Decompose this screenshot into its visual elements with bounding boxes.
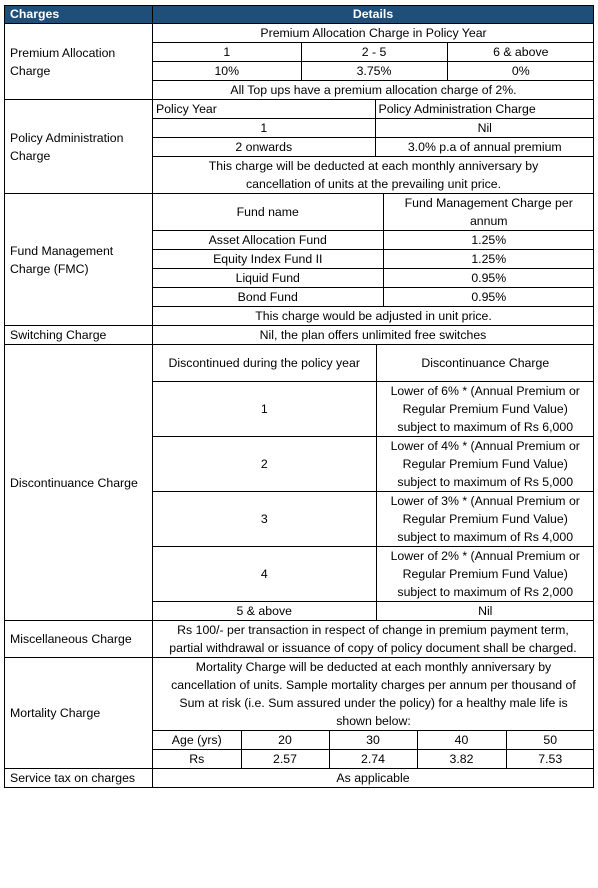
disc-charge-5: Nil	[376, 602, 594, 621]
switching-label: Switching Charge	[5, 326, 153, 345]
pa-row2-year: 2 onwards	[153, 138, 375, 157]
disc-year-1: 1	[153, 382, 376, 437]
misc-value: Rs 100/- per transaction in respect of change in premium payment term, partial withdrawal or issuance of copy of policy document shall be charged.	[153, 621, 594, 658]
fmc-charge-2: 1.25%	[383, 250, 594, 269]
disc-col-year: Discontinued during the policy year	[153, 345, 376, 382]
disc-year-4: 4	[153, 547, 376, 602]
pa-col-admin-charge: Policy Administration Charge	[375, 100, 594, 119]
row-discontinuance	[5, 345, 594, 621]
charges-table	[4, 5, 594, 788]
row-fmc	[5, 194, 594, 326]
fmc-fund-2: Equity Index Fund II	[153, 250, 383, 269]
fmc-table	[153, 194, 594, 325]
premium-allocation-note: All Top ups have a premium allocation charge of 2%.	[153, 81, 594, 100]
fmc-charge-3: 0.95%	[383, 269, 594, 288]
charges-document	[4, 5, 593, 788]
switching-value: Nil, the plan offers unlimited free switches	[153, 326, 594, 345]
row-mortality	[5, 658, 594, 769]
premium-allocation-label: Premium Allocation Charge	[5, 24, 153, 100]
mortality-label: Mortality Charge	[5, 658, 153, 769]
disc-charge-3: Lower of 3% * (Annual Premium or Regular Premium Fund Value) subject to maximum of Rs 4,000	[376, 492, 594, 547]
header-details: Details	[153, 6, 594, 24]
fmc-charge-4: 0.95%	[383, 288, 594, 307]
mortality-rs-label: Rs	[153, 750, 241, 769]
pa-row2-charge: 3.0% p.a of annual premium	[375, 138, 594, 157]
pa-rate-1: 10%	[153, 62, 301, 81]
fmc-col-fund: Fund name	[153, 194, 383, 231]
premium-allocation-title: Premium Allocation Charge in Policy Year	[153, 24, 594, 43]
mortality-age-2: 30	[329, 731, 417, 750]
mortality-table	[153, 658, 594, 768]
mortality-note: Mortality Charge will be deducted at each monthly anniversary by cancellation of units. Sample mortality charges per annum per thousand of Sum at risk (i.e. Sum assured under the policy) for a healthy male life is shown below:	[153, 658, 594, 731]
header-charges: Charges	[5, 6, 153, 24]
row-policy-admin	[5, 100, 594, 194]
fmc-charge-1: 1.25%	[383, 231, 594, 250]
fmc-fund-3: Liquid Fund	[153, 269, 383, 288]
fmc-col-charge: Fund Management Charge per annum	[383, 194, 594, 231]
pa-rate-2: 3.75%	[301, 62, 447, 81]
fmc-fund-1: Asset Allocation Fund	[153, 231, 383, 250]
row-premium-allocation	[5, 24, 594, 100]
disc-year-3: 3	[153, 492, 376, 547]
disc-col-charge: Discontinuance Charge	[376, 345, 594, 382]
pa-row1-year: 1	[153, 119, 375, 138]
policy-admin-table	[153, 100, 594, 193]
service-tax-label: Service tax on charges	[5, 769, 153, 788]
pa-year-1: 1	[153, 43, 301, 62]
mortality-age-label: Age (yrs)	[153, 731, 241, 750]
header-row	[5, 6, 594, 24]
misc-label: Miscellaneous Charge	[5, 621, 153, 658]
disc-year-5: 5 & above	[153, 602, 376, 621]
premium-allocation-table	[153, 24, 594, 99]
fmc-fund-4: Bond Fund	[153, 288, 383, 307]
pa-col-policy-year: Policy Year	[153, 100, 375, 119]
row-misc	[5, 621, 594, 658]
row-switching	[5, 326, 594, 345]
row-service-tax	[5, 769, 594, 788]
pa-year-2: 2 - 5	[301, 43, 447, 62]
pa-row1-charge: Nil	[375, 119, 594, 138]
policy-admin-note: This charge will be deducted at each monthly anniversary by cancellation of units at the prevailing unit price.	[153, 157, 594, 194]
mortality-rs-1: 2.57	[241, 750, 329, 769]
mortality-age-3: 40	[417, 731, 506, 750]
fmc-note: This charge would be adjusted in unit price.	[153, 307, 594, 326]
mortality-rs-4: 7.53	[506, 750, 594, 769]
disc-year-2: 2	[153, 437, 376, 492]
disc-charge-4: Lower of 2% * (Annual Premium or Regular Premium Fund Value) subject to maximum of Rs 2,000	[376, 547, 594, 602]
mortality-age-1: 20	[241, 731, 329, 750]
disc-charge-1: Lower of 6% * (Annual Premium or Regular Premium Fund Value) subject to maximum of Rs 6,000	[376, 382, 594, 437]
mortality-rs-2: 2.74	[329, 750, 417, 769]
discontinuance-table	[153, 345, 594, 620]
pa-rate-3: 0%	[447, 62, 594, 81]
discontinuance-label: Discontinuance Charge	[5, 345, 153, 621]
policy-admin-label: Policy Administration Charge	[5, 100, 153, 194]
service-tax-value: As applicable	[153, 769, 594, 788]
disc-charge-2: Lower of 4% * (Annual Premium or Regular Premium Fund Value) subject to maximum of Rs 5,000	[376, 437, 594, 492]
fmc-label: Fund Management Charge (FMC)	[5, 194, 153, 326]
mortality-age-4: 50	[506, 731, 594, 750]
pa-year-3: 6 & above	[447, 43, 594, 62]
mortality-rs-3: 3.82	[417, 750, 506, 769]
